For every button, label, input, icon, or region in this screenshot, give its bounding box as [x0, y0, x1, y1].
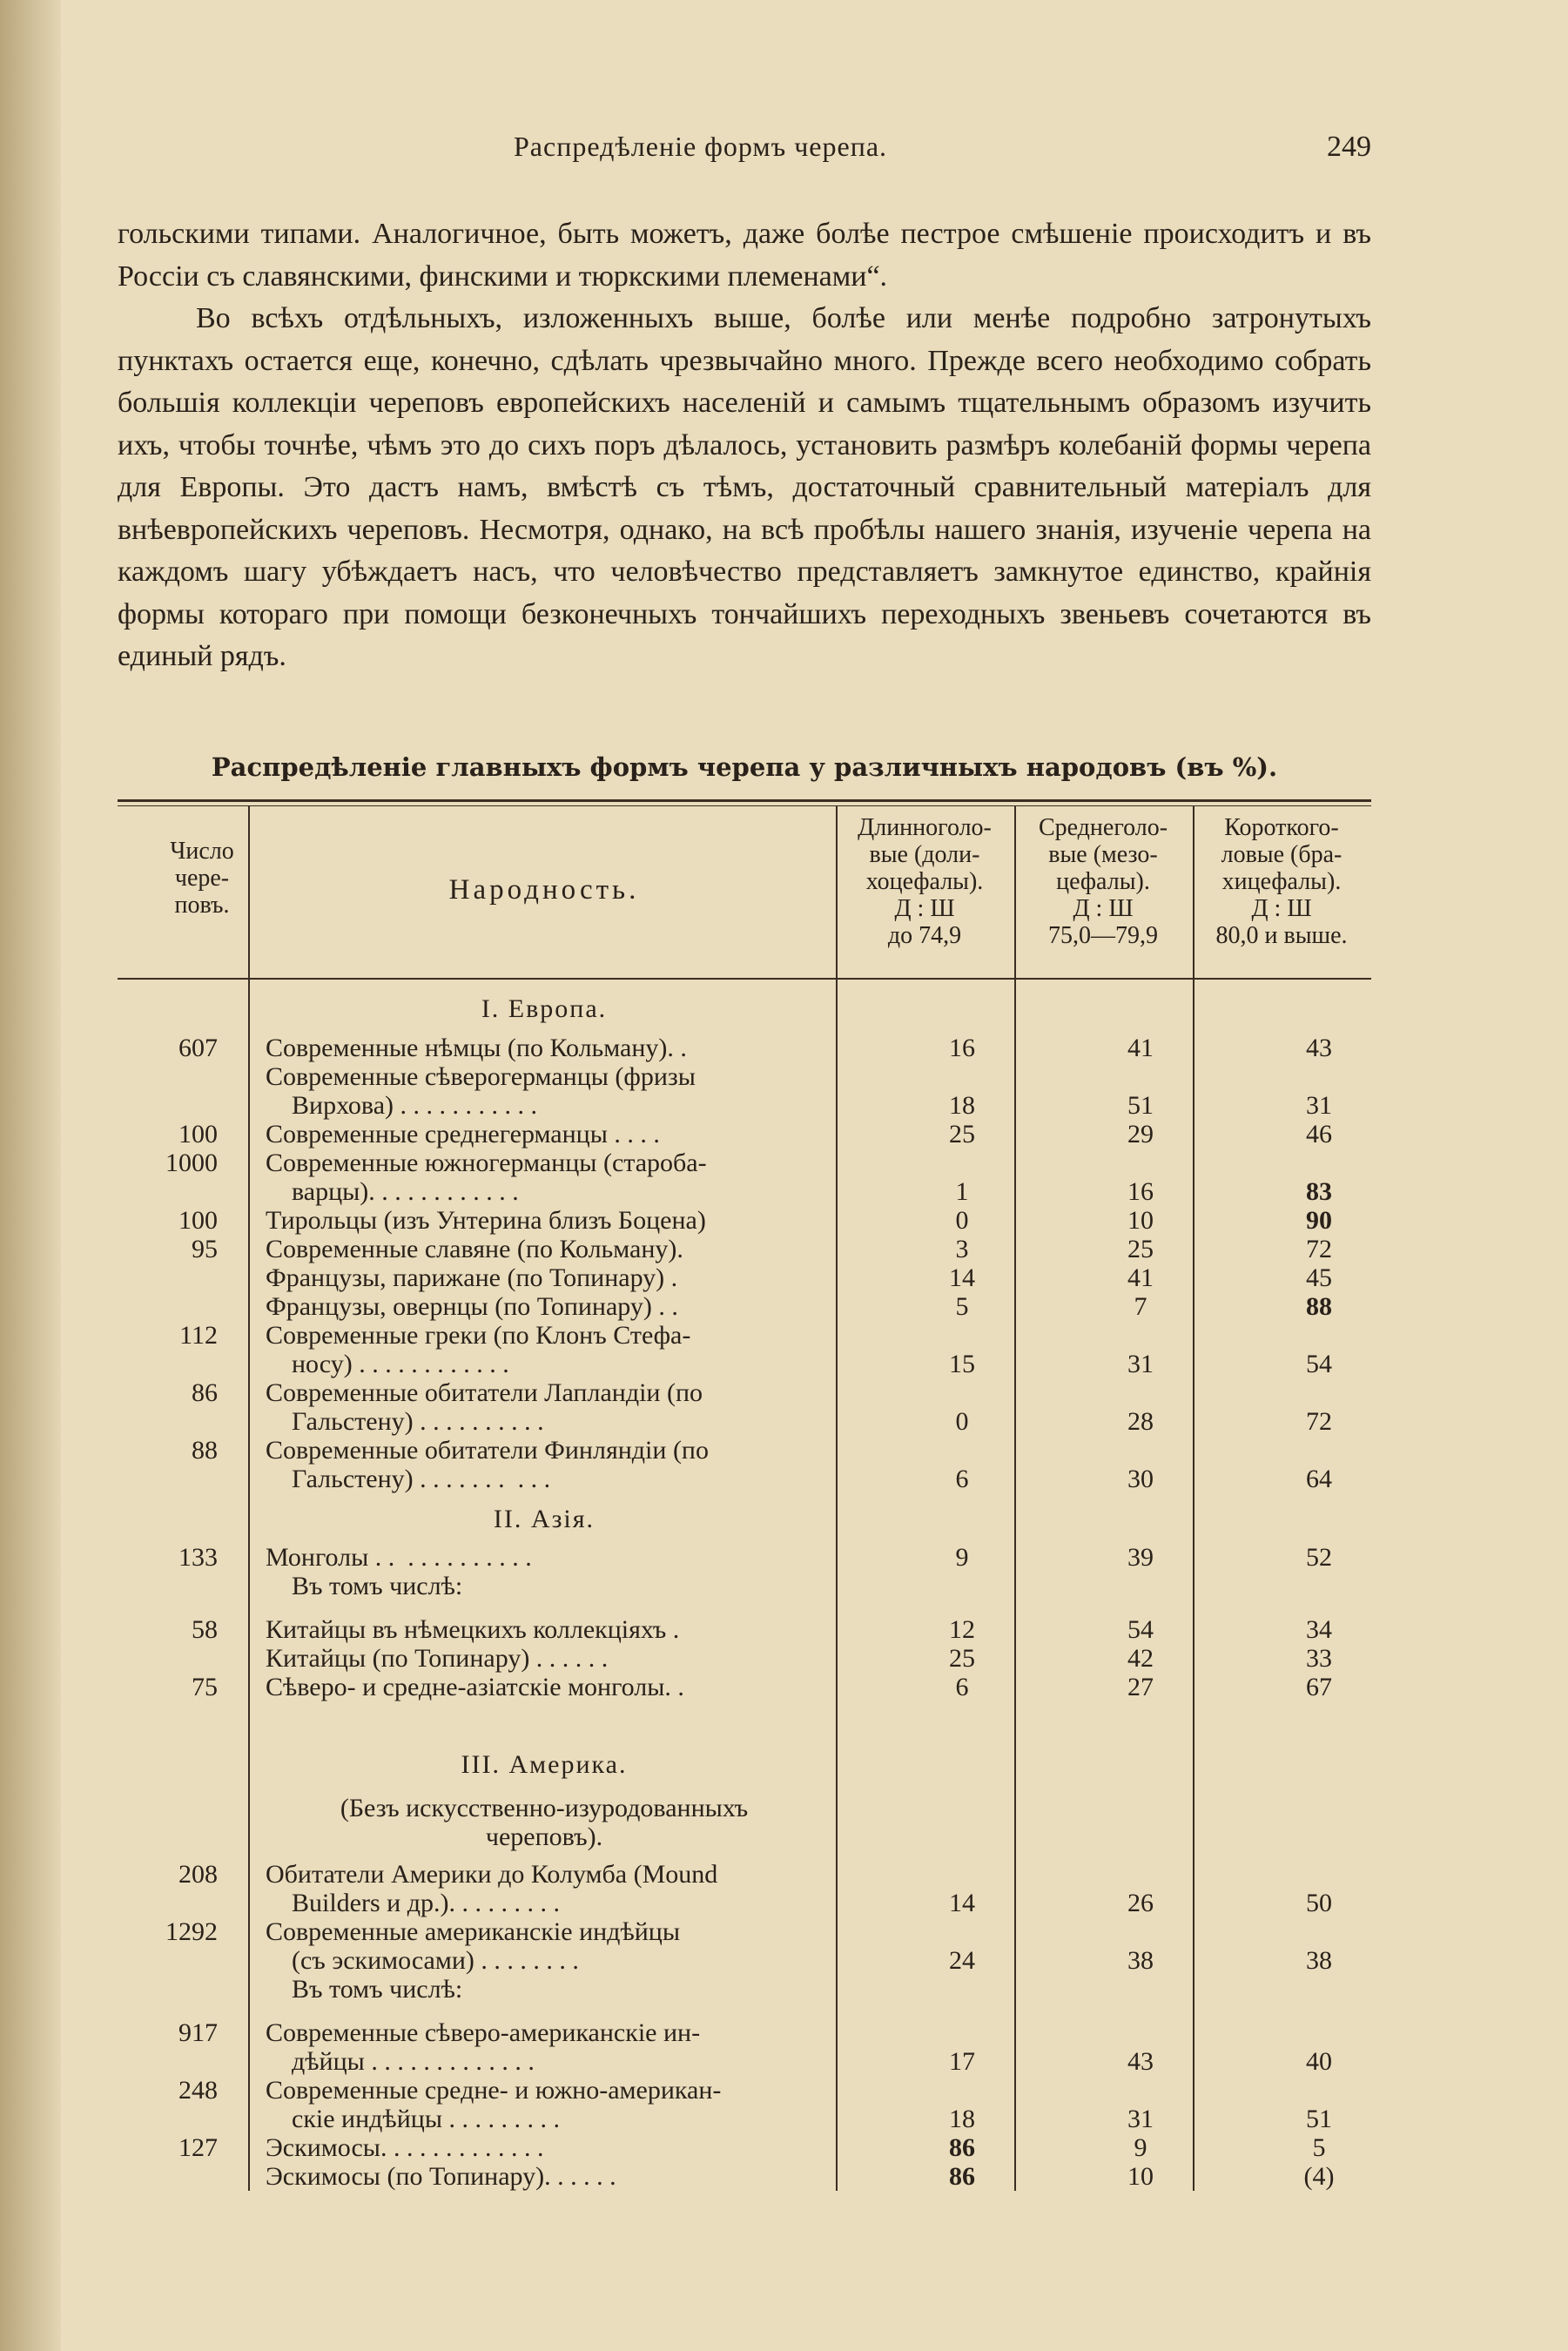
dolichocephalic-cell: 25: [949, 1120, 975, 1149]
dolichocephalic-cell: 1: [955, 1177, 969, 1206]
nationality-cell: Французы, парижане (по Топинару) .: [266, 1263, 678, 1292]
dolichocephalic-cell: 0: [955, 1206, 969, 1235]
mesocephalic-cell: 26: [1127, 1889, 1154, 1917]
skull-count-cell: 58: [192, 1615, 218, 1644]
table-row: [118, 2047, 1371, 2076]
mesocephalic-cell: 29: [1127, 1120, 1154, 1149]
dolichocephalic-cell: 18: [949, 2105, 975, 2133]
table-row: [118, 1120, 1371, 1149]
nationality-cell: Современные славяне (по Кольману).: [266, 1235, 683, 1263]
table-row: [118, 1572, 1371, 1600]
nationality-cell: Эскимосы. . . . . . . . . . . . .: [266, 2133, 544, 2162]
nationality-cell: Современные сѣверо-американскіе ин-: [266, 2018, 701, 2047]
mesocephalic-cell: 42: [1127, 1644, 1154, 1673]
page-number: 249: [1327, 131, 1371, 163]
table-row: [118, 2018, 1371, 2047]
skull-count-cell: 208: [178, 1860, 218, 1889]
header-meso: [1016, 814, 1190, 949]
header-line: до 74,9: [887, 922, 962, 949]
header-line: Д : Ш: [1251, 895, 1312, 922]
nationality-cell: Гальстену) . . . . . . . . . .: [266, 1465, 551, 1493]
mesocephalic-cell: 28: [1127, 1407, 1154, 1436]
nationality-cell: Обитатели Америки до Колумба (Mound: [266, 1860, 718, 1889]
dolichocephalic-cell: 25: [949, 1644, 975, 1673]
table-row: [118, 1407, 1371, 1436]
table-title: Распредѣленіе главныхъ формъ черепа у различныхъ народовъ (въ %).: [211, 752, 1278, 782]
nationality-cell: Современные средне- и южно-американ-: [266, 2076, 722, 2105]
nationality-cell: Builders и др.). . . . . . . . .: [266, 1889, 560, 1917]
nationality-cell: Современные среднегерманцы . . . .: [266, 1120, 660, 1149]
skull-count-cell: 607: [178, 1034, 218, 1062]
mesocephalic-cell: 10: [1127, 1206, 1154, 1235]
dolichocephalic-cell: 16: [949, 1034, 975, 1062]
table-row: [118, 1378, 1371, 1407]
header-line: ловые (бра-: [1221, 841, 1343, 868]
table-row: [118, 1543, 1371, 1572]
header-line: хицефалы).: [1221, 868, 1342, 895]
paragraph-2: Во всѣхъ отдѣльныхъ, изложенныхъ выше, болѣе или менѣе подробно затронутыхъ пунктахъ остается еще, конечно, сдѣлать чрезвычайно много. Прежде всего необходимо собрать большія коллекціи череповъ европейскихъ населеній и самымъ тщательнымъ образомъ изучить ихъ, чтобы точнѣе, чѣмъ это до сихъ поръ дѣлалось, установить размѣръ колебаній формы черепа для Европы. Это дастъ намъ, вмѣстѣ съ тѣмъ, достаточный сравнительный матеріалъ для внѣевропейскихъ череповъ. Несмотря, однако, на всѣ пробѣлы нашего знанія, изученіе черепа на каждомъ шагу убѣждаетъ насъ, что человѣчество представляетъ замкнутое единство, крайнія формы котораго при помощи безконечныхъ тончайшихъ переходныхъ звеньевъ сочетаются въ единый рядъ.: [118, 302, 1371, 672]
dolichocephalic-cell: 5: [955, 1292, 969, 1321]
mesocephalic-cell: 43: [1127, 2047, 1154, 2076]
table-row: [118, 1321, 1371, 1350]
brachycephalic-cell: 83: [1306, 1177, 1332, 1206]
skull-count-cell: 88: [192, 1436, 218, 1465]
table-row: [118, 2162, 1371, 2191]
mesocephalic-cell: 25: [1127, 1235, 1154, 1263]
mesocephalic-cell: 41: [1127, 1263, 1154, 1292]
header-line: Д : Ш: [1073, 895, 1134, 922]
nationality-cell: Въ томъ числѣ:: [266, 1975, 463, 2004]
brachycephalic-cell: 88: [1306, 1292, 1332, 1321]
table-row: [118, 2076, 1371, 2105]
mesocephalic-cell: 39: [1127, 1543, 1154, 1572]
mesocephalic-cell: 30: [1127, 1465, 1154, 1493]
nationality-cell: варцы). . . . . . . . . . . .: [266, 1177, 519, 1206]
header-line: вые (доли-: [869, 841, 980, 868]
nationality-cell: Современные нѣмцы (по Кольману). .: [266, 1034, 687, 1062]
brachycephalic-cell: 46: [1306, 1120, 1332, 1149]
header-line: Короткого-: [1224, 814, 1339, 841]
skull-count-cell: 1000: [165, 1149, 218, 1177]
nationality-cell: Французы, овернцы (по Топинару) . .: [266, 1292, 678, 1321]
skull-count-cell: 1292: [165, 1917, 218, 1946]
nationality-cell: Гальстену) . . . . . . . . . .: [266, 1407, 544, 1436]
brachycephalic-cell: 72: [1306, 1235, 1332, 1263]
header-line: вые (мезо-: [1048, 841, 1158, 868]
table-row: [118, 1263, 1371, 1292]
dolichocephalic-cell: 12: [949, 1615, 975, 1644]
dolichocephalic-cell: 9: [955, 1543, 969, 1572]
header-line: цефалы).: [1056, 868, 1150, 895]
dolichocephalic-cell: 17: [949, 2047, 975, 2076]
nationality-cell: Сѣверо- и средне-азіатскіе монголы. .: [266, 1673, 684, 1701]
table-row: [118, 1091, 1371, 1120]
brachycephalic-cell: 90: [1306, 1206, 1332, 1235]
header-dolicho: [838, 814, 1012, 949]
dolichocephalic-cell: 15: [949, 1350, 975, 1378]
mesocephalic-cell: 16: [1127, 1177, 1154, 1206]
nationality-cell: носу) . . . . . . . . . . . .: [266, 1350, 509, 1378]
dolichocephalic-cell: 18: [949, 1091, 975, 1120]
header-count-line: повъ.: [174, 892, 230, 919]
brachycephalic-cell: 50: [1306, 1889, 1332, 1917]
nationality-cell: дѣйцы . . . . . . . . . . . . .: [266, 2047, 535, 2076]
table-row: [118, 2133, 1371, 2162]
brachycephalic-cell: 45: [1306, 1263, 1332, 1292]
note-line: (Безъ искусственно-изуродованныхъ: [340, 1794, 749, 1822]
table-row: [118, 1206, 1371, 1235]
running-title: Распредѣленіе формъ черепа.: [514, 131, 888, 162]
table-row: [118, 1436, 1371, 1465]
table-row: [118, 1235, 1371, 1263]
brachycephalic-cell: 34: [1306, 1615, 1332, 1644]
header-line: хоцефалы).: [865, 868, 984, 895]
nationality-cell: Монголы . . . . . . . . . . . .: [266, 1543, 532, 1572]
skull-count-cell: 917: [178, 2018, 218, 2047]
nationality-cell: Современные греки (по Клонъ Стефа-: [266, 1321, 691, 1350]
nationality-cell: Эскимосы (по Топинару). . . . . .: [266, 2162, 616, 2191]
brachycephalic-cell: 72: [1306, 1407, 1332, 1436]
note-line: череповъ).: [485, 1822, 603, 1851]
skull-count-cell: 75: [192, 1673, 218, 1701]
dolichocephalic-cell: 0: [955, 1407, 969, 1436]
table-row: [118, 2105, 1371, 2133]
section-america: III. Америка.: [461, 1750, 628, 1779]
header-line: Д : Ш: [894, 895, 955, 922]
nationality-cell: (съ эскимосами) . . . . . . . .: [266, 1946, 579, 1975]
table-row: [118, 1860, 1371, 1889]
header-brachy: [1195, 814, 1369, 949]
brachycephalic-cell: 33: [1306, 1644, 1332, 1673]
nationality-cell: Современные обитатели Финляндіи (по: [266, 1436, 709, 1465]
brachycephalic-cell: 43: [1306, 1034, 1332, 1062]
dolichocephalic-cell: 6: [955, 1673, 969, 1701]
brachycephalic-cell: 5: [1312, 2133, 1326, 2162]
table-row: [118, 1350, 1371, 1378]
mesocephalic-cell: 31: [1127, 2105, 1154, 2133]
mesocephalic-cell: 7: [1134, 1292, 1147, 1321]
table-row: [118, 1177, 1371, 1206]
table-row: [118, 1889, 1371, 1917]
nationality-cell: Китайцы (по Топинару) . . . . . .: [266, 1644, 609, 1673]
header-count-line: Число: [170, 838, 234, 865]
nationality-cell: скіе индѣйцы . . . . . . . . .: [266, 2105, 560, 2133]
table-row: [118, 1975, 1371, 2004]
mesocephalic-cell: 10: [1127, 2162, 1154, 2191]
header-line: Среднеголо-: [1038, 814, 1168, 841]
nationality-cell: Тирольцы (изъ Унтерина близъ Боцена): [266, 1206, 706, 1235]
table-row: [118, 1062, 1371, 1091]
skull-count-cell: 112: [179, 1321, 218, 1350]
mesocephalic-cell: 41: [1127, 1034, 1154, 1062]
mesocephalic-cell: 54: [1127, 1615, 1154, 1644]
brachycephalic-cell: 51: [1306, 2105, 1332, 2133]
nationality-cell: Современные сѣверогерманцы (фризы: [266, 1062, 696, 1091]
dolichocephalic-cell: 86: [949, 2133, 975, 2162]
section-america-note: [252, 1794, 836, 1851]
table-row: [118, 1673, 1371, 1701]
dolichocephalic-cell: 14: [949, 1263, 975, 1292]
dolichocephalic-cell: 14: [949, 1889, 975, 1917]
mesocephalic-cell: 9: [1134, 2133, 1147, 2162]
skull-count-cell: 100: [178, 1120, 218, 1149]
brachycephalic-cell: 64: [1306, 1465, 1332, 1493]
brachycephalic-cell: 31: [1306, 1091, 1332, 1120]
table-row: [118, 1034, 1371, 1062]
skull-count-cell: 248: [178, 2076, 218, 2105]
table-row: [118, 1644, 1371, 1673]
skull-count-cell: 100: [178, 1206, 218, 1235]
brachycephalic-cell: 67: [1306, 1673, 1332, 1701]
brachycephalic-cell: 40: [1306, 2047, 1332, 2076]
skull-count-cell: 133: [178, 1543, 218, 1572]
page-header: [118, 131, 1371, 165]
table-row: [118, 1292, 1371, 1321]
table-row: [118, 1149, 1371, 1177]
dolichocephalic-cell: 6: [955, 1465, 969, 1493]
mesocephalic-cell: 51: [1127, 1091, 1154, 1120]
table-row: [118, 1615, 1371, 1644]
section-europe: I. Европа.: [481, 994, 608, 1023]
header-line: Длинноголо-: [858, 814, 992, 841]
header-count-line: чере-: [174, 865, 230, 892]
table-top-rule: [118, 799, 1371, 802]
skull-count-cell: 86: [192, 1378, 218, 1407]
mesocephalic-cell: 38: [1127, 1946, 1154, 1975]
body-text: [118, 213, 1371, 678]
brachycephalic-cell: (4): [1303, 2162, 1335, 2191]
header-line: 80,0 и выше.: [1215, 922, 1348, 949]
skull-count-cell: 127: [178, 2133, 218, 2162]
table-row: [118, 1917, 1371, 1946]
dolichocephalic-cell: 3: [955, 1235, 969, 1263]
brachycephalic-cell: 38: [1306, 1946, 1332, 1975]
page-edge-shadow: [0, 0, 61, 2351]
dolichocephalic-cell: 24: [949, 1946, 975, 1975]
table-header-rule: [118, 978, 1371, 980]
dolichocephalic-cell: 86: [949, 2162, 975, 2191]
nationality-cell: Современные американскіе индѣйцы: [266, 1917, 681, 1946]
skull-count-cell: 95: [192, 1235, 218, 1263]
section-asia: II. Азія.: [493, 1505, 596, 1533]
nationality-cell: Въ томъ числѣ:: [266, 1572, 463, 1600]
brachycephalic-cell: 54: [1306, 1350, 1332, 1378]
mesocephalic-cell: 31: [1127, 1350, 1154, 1378]
header-nation: Народность.: [448, 874, 640, 906]
brachycephalic-cell: 52: [1306, 1543, 1332, 1572]
table-row: [118, 1946, 1371, 1975]
nationality-cell: Китайцы въ нѣмецкихъ коллекціяхъ .: [266, 1615, 680, 1644]
nationality-cell: Вирхова) . . . . . . . . . . .: [266, 1091, 537, 1120]
nationality-cell: Современные обитатели Лапландіи (по: [266, 1378, 703, 1407]
paragraph-1: гольскими типами. Аналогичное, быть можетъ, даже болѣе пестрое смѣшеніе происходитъ и въ Россіи съ славянскими, финскими и тюркскими племенами“.: [118, 218, 1371, 293]
mesocephalic-cell: 27: [1127, 1673, 1154, 1701]
table-row: [118, 1465, 1371, 1493]
header-line: 75,0—79,9: [1048, 922, 1158, 949]
nationality-cell: Современные южногерманцы (староба-: [266, 1149, 707, 1177]
table-top-rule-thin: [118, 805, 1371, 806]
